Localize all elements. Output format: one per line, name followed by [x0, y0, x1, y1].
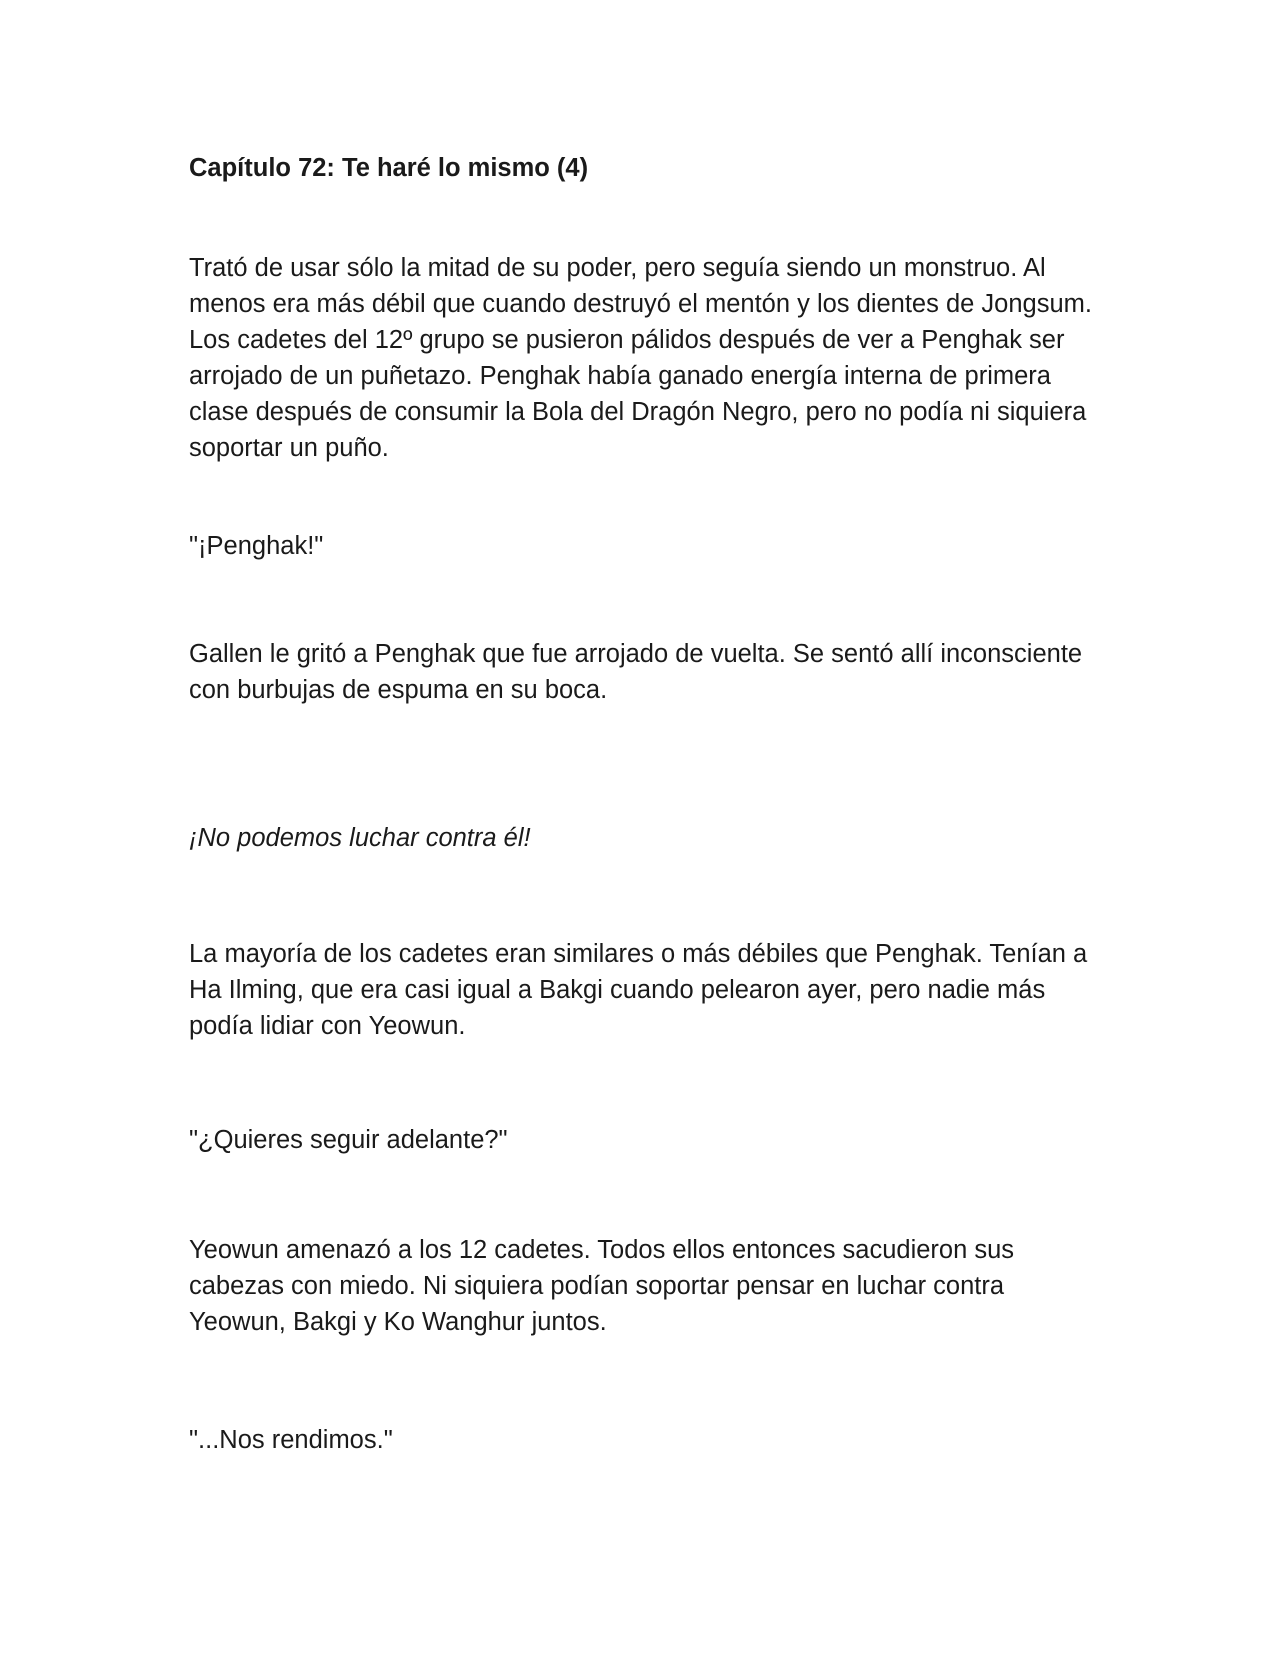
paragraph-5: La mayoría de los cadetes eran similares o más débiles que Penghak. Tenían a Ha Ilming, que era casi igual a Bakgi cuando pelearon ayer, pero nadie más podía lidiar con Yeowun. — [189, 940, 1088, 1040]
paragraph-3: Gallen le gritó a Penghak que fue arrojado de vuelta. Se sentó allí inconsciente con burbujas de espuma en su boca. — [189, 640, 1083, 704]
paragraph-8-dialogue: "...Nos rendimos." — [189, 1426, 393, 1454]
chapter-title: Capítulo 72: Te haré lo mismo (4) — [189, 154, 589, 182]
paragraph-7: Yeowun amenazó a los 12 cadetes. Todos ellos entonces sacudieron sus cabezas con miedo. Ni siquiera podían soportar pensar en luchar contra Yeowun, Bakgi y Ko Wanghur juntos. — [189, 1236, 1015, 1336]
paragraph-2-dialogue: "¡Penghak!" — [189, 532, 324, 560]
paragraph-4-thought: ¡No podemos luchar contra él! — [189, 824, 531, 852]
paragraph-1: Trató de usar sólo la mitad de su poder, pero seguía siendo un monstruo. Al menos era más débil que cuando destruyó el mentón y los dientes de Jongsum. Los cadetes del 12º grupo se pusieron pálidos después de ver a Penghak ser arrojado de un puñetazo. Penghak había ganado energía interna de primera clase después de consumir la Bola del Dragón Negro, pero no podía ni siquiera soportar un puño. — [189, 254, 1092, 462]
paragraph-6-dialogue: "¿Quieres seguir adelante?" — [189, 1126, 508, 1154]
